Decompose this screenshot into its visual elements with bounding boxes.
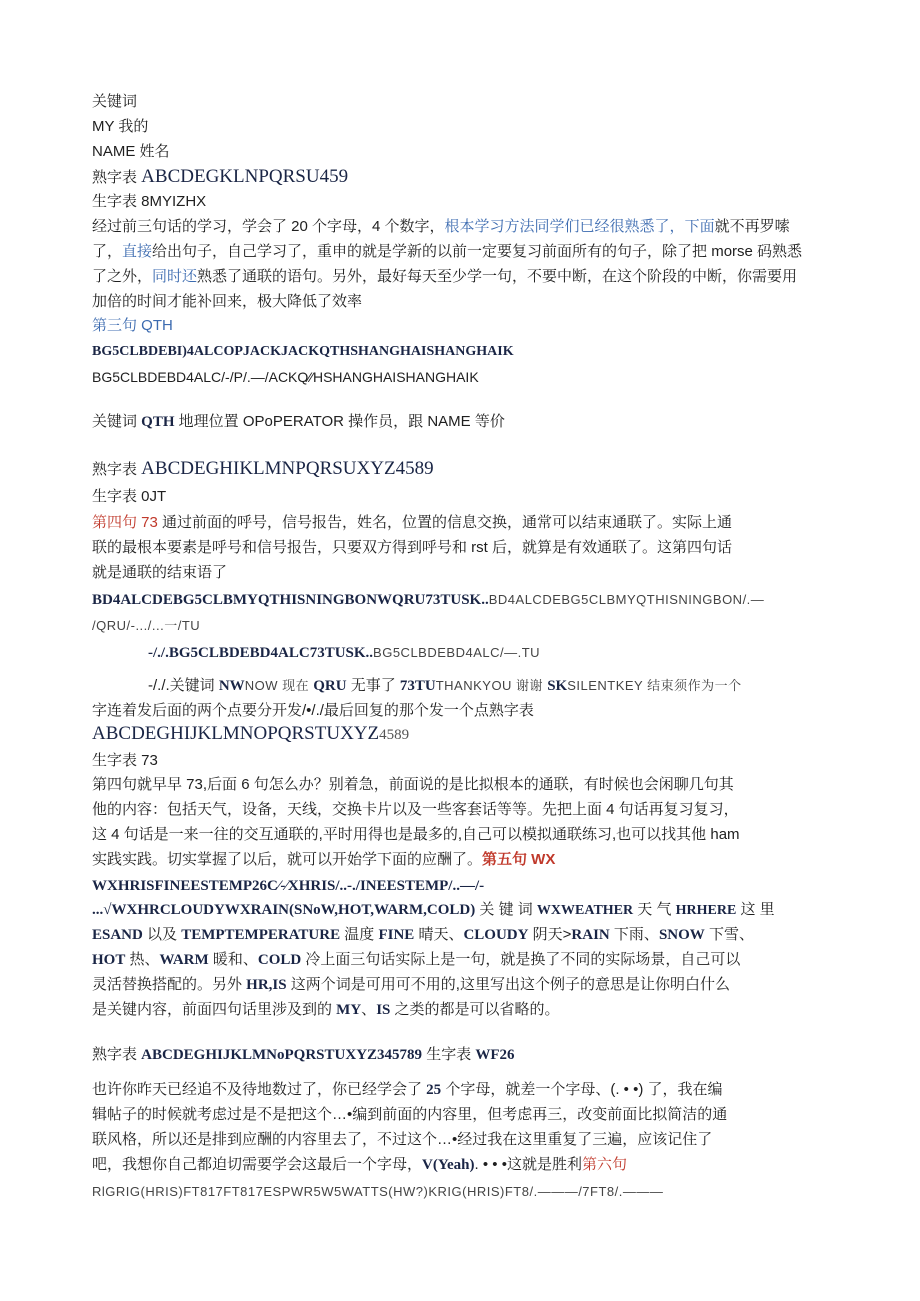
text-run: CLOUDY (463, 927, 529, 943)
new-letters-1: 生字表 8MYIZHX (92, 193, 207, 210)
text-run: 经过前三句话的学习，学会了 20 个字母，4 个数字， (92, 218, 445, 235)
text-run: 温度 (340, 926, 379, 943)
section-3-text: BG5CLBDEBI)4ALCOPJACKJACKQTHSHANGHAISHANGHAIK (92, 344, 514, 359)
text-run: 熟悉了通联的语句。另外，最好每天至少学一句，不要中断，在这个阶段的中断，你需要用 (197, 268, 798, 285)
text-run: 冷上面三句话实际上是一句，就是换了不同的实际场景，自己可以 (301, 951, 741, 968)
text-run: 之类的都是可以省略的。 (390, 1001, 560, 1018)
text-run: COLD (257, 952, 302, 968)
keywords-3 (92, 412, 505, 432)
text-run: 以及 (142, 926, 182, 943)
paragraph-6-line-4 (92, 1155, 627, 1175)
text-run: NW (218, 678, 245, 694)
paragraph-5-line-3: 这 4 句话是一来一往的交互通联的,平时用得也是最多的,自己可以模拟通联练习,也可以找其他 ham (92, 826, 740, 843)
text-run: 关键词 (92, 413, 142, 430)
known-letters-value: ABCDEGKLNPQRSU459 (141, 166, 349, 187)
section-4-heading: 第四句 73 (92, 514, 163, 531)
keyword-name: NAME 姓名 (92, 143, 170, 160)
text-run: 阴天> (528, 926, 572, 943)
text-run: HR,IS (246, 977, 287, 993)
text-run: 25 (426, 1082, 442, 1098)
text-run: ...√WXHRCLOUDYWXRAIN(SNoW,HOT,WARM,COLD) (92, 902, 476, 918)
text-run: 4589 (379, 727, 410, 743)
text-run: BD4ALCDEBG5CLBMYQTHISNINGBON/.— (488, 592, 765, 607)
known-new-letters-4 (92, 1045, 515, 1065)
text-run: RAIN (571, 927, 610, 943)
text-run: ESAND (92, 927, 143, 943)
text-run: ABCDEGHIJKLMNOPQRSTUXYZ (92, 723, 380, 744)
text-run: 热、 (125, 951, 160, 968)
text-run: 下雪、 (704, 926, 754, 943)
known-letters-1 (92, 167, 348, 188)
section-5-keywords-line-3 (92, 950, 740, 970)
text-run: 地理位置 OPoPERATOR 操作员，跟 NAME 等价 (174, 413, 505, 430)
paragraph-6-line-1 (92, 1080, 723, 1100)
text-run: 直接 (122, 243, 153, 260)
section-5-keywords-line-4 (92, 975, 730, 995)
text-run: 熟字表 (92, 461, 142, 478)
keyword-my: MY 我的 (92, 118, 149, 135)
section-4-morse-1: /QRU/-.../...一/TU (92, 618, 201, 633)
section-4-morse-2 (148, 643, 540, 663)
text-run: WF26 (475, 1047, 515, 1063)
text-run: 给出句子，自己学习了，重申的就是学新的以前一定要复习前面所有的句子，除了把 morse 码熟悉 (152, 243, 803, 260)
text-run: MY (336, 1002, 362, 1018)
text-run: 生字表 (422, 1046, 476, 1063)
text-run: BD4ALCDEBG5CLBMYQTHISNINGBONWQRU73TUSK.. (92, 592, 489, 608)
text-run: THANKYOU 谢谢 (435, 678, 548, 693)
paragraph-4-line-3: 就是通联的结束语了 (92, 564, 228, 581)
text-run: HRHERE (675, 903, 737, 918)
text-run: 同时还 (152, 268, 198, 285)
text-run: WARM (159, 952, 209, 968)
paragraph-4-line-2: 联的最根本要素是呼号和信号报告，只要双方得到呼号和 rst 后，就算是有效通联了。这第四句话 (92, 539, 733, 556)
text-run: QTH (141, 414, 175, 430)
text-run: NOW 现在 (244, 678, 314, 693)
text-run: WXWEATHER (536, 903, 634, 918)
text-run: 个字母，就差一个字母、(. • •) 了，我在编 (441, 1081, 723, 1098)
text-run: IS (376, 1002, 391, 1018)
section-5-heading: 第五句 WX (482, 851, 556, 868)
text-run: ABCDEGHIJKLMNoPQRSTUXYZ345789 (141, 1047, 423, 1063)
text-run: QRU (313, 678, 347, 694)
text-run: BG5CLBDEBD4ALC/—.TU (373, 645, 541, 660)
text-run: HOT (92, 952, 126, 968)
known-letters-3 (92, 724, 409, 745)
text-run: 下雨、 (609, 926, 659, 943)
text-run: 就不再罗嗦 (714, 218, 790, 235)
text-run: 通过前面的呼号，信号报告，姓名，位置的信息交换，通常可以结束通联了。实际上通 (162, 514, 733, 531)
text-run: 下面 (684, 218, 715, 235)
known-letters-2 (92, 459, 434, 480)
text-run: 也许你昨天已经追不及待地数过了，你已经学会了 (92, 1081, 427, 1098)
text-run: 这两个词是可用可不用的,这里写出这个例子的意思是让你明白什么 (286, 976, 730, 993)
text-run: 根本学习方法同学们已经很熟悉了， (444, 218, 685, 235)
keywords-4-line-1 (148, 676, 742, 696)
text-run: SK (547, 678, 568, 694)
section-6-heading: 第六句 (581, 1156, 627, 1173)
text-run: -/./.关键词 (148, 677, 219, 694)
text-run: SILENTKEY 结束须作为一个 (567, 678, 742, 693)
paragraph-1-line-3 (92, 267, 797, 287)
text-run: 晴天、 (414, 926, 464, 943)
text-run: ABCDEGHIKLMNPQRSUXYZ4589 (141, 458, 434, 479)
paragraph-5-line-1: 第四句就早早 73,后面 6 句怎么办？别着急，前面说的是比拟根本的通联，有时候也会闲聊几句其 (92, 776, 734, 793)
new-letters-3: 生字表 73 (92, 752, 158, 769)
keyword-heading-1: 关键词 (92, 93, 138, 110)
paragraph-5-line-4 (92, 850, 555, 870)
text-run: 关 键 词 (475, 901, 537, 918)
text-run: -/./.BG5CLBDEBD4ALC73TUSK.. (148, 645, 374, 661)
text-run: V(Yeah) (422, 1157, 475, 1173)
section-5-text: WXHRISFINEESTEMP26C⁄-⁄XHRIS/..-./INEESTEMP/..—/- (92, 878, 485, 894)
text-run: 吧，我想你自己都迫切需要学会这最后一个字母， (92, 1156, 423, 1173)
text-run: 灵活替换搭配的。另外 (92, 976, 247, 993)
keywords-4-line-2: 字连着发后面的两个点要分开发/•/./最后回复的那个发一个点熟字表 (92, 702, 534, 719)
text-run: 天 气 (633, 901, 676, 918)
text-run: 73TU (399, 678, 436, 694)
paragraph-1-line-2 (92, 242, 802, 262)
text-run: 、 (361, 1001, 377, 1018)
text-run: 这 里 (736, 901, 775, 918)
paragraph-6-line-3: 联风格，所以还是排到应酬的内容里去了，不过这个…•经过我在这里重复了三遍，应该记住了 (92, 1131, 713, 1148)
paragraph-4-line-1 (92, 513, 732, 533)
text-run: FINE (378, 927, 415, 943)
text-run: 实践实践。切实掌握了以后，就可以开始学下面的应酬了。 (92, 851, 483, 868)
text-run: 熟字表 (92, 1046, 142, 1063)
paragraph-5-line-2: 他的内容：包括天气，设备，天线，交换卡片以及一些客套话等等。先把上面 4 句话再复习复习， (92, 801, 739, 818)
section-5-keywords-line-2 (92, 925, 754, 945)
section-5-keywords-line-5 (92, 1000, 560, 1020)
section-6-text: RlGRIG(HRIS)FT817FT817ESPWR5W5WATTS(HW?)KRIG(HRIS)FT8/.———/7FT8/.——— (92, 1184, 664, 1199)
text-run: . • • •这就是胜利 (474, 1156, 582, 1173)
section-3-morse: BG5CLBDEBD4ALC/-/P/.—/ACKQ⁄⁄HSHANGHAISHANGHAIK (92, 369, 479, 385)
known-letters-label: 熟字表 (92, 169, 142, 186)
paragraph-6-line-2: 辑帖子的时候就考虑过是不是把这个…•编到前面的内容里，但考虑再三，改变前面比拟简洁的通 (92, 1106, 728, 1123)
text-run: 了， (92, 243, 123, 260)
text-run: TEMPTEMPERATURE (181, 927, 341, 943)
section-4-text (92, 590, 764, 610)
text-run: 是关键内容，前面四句话里涉及到的 (92, 1001, 337, 1018)
new-letters-2: 生字表 0JT (92, 488, 167, 505)
section-5-keywords-line-1 (92, 900, 775, 921)
section-3-heading: 第三句 QTH (92, 317, 173, 334)
text-run: 无事了 (346, 677, 400, 694)
paragraph-1-line-4: 加倍的时间才能补回来，极大降低了效率 (92, 293, 363, 310)
text-run: 了之外， (92, 268, 153, 285)
text-run: 暖和、 (208, 951, 258, 968)
paragraph-1-line-1 (92, 217, 790, 237)
text-run: SNOW (658, 927, 705, 943)
